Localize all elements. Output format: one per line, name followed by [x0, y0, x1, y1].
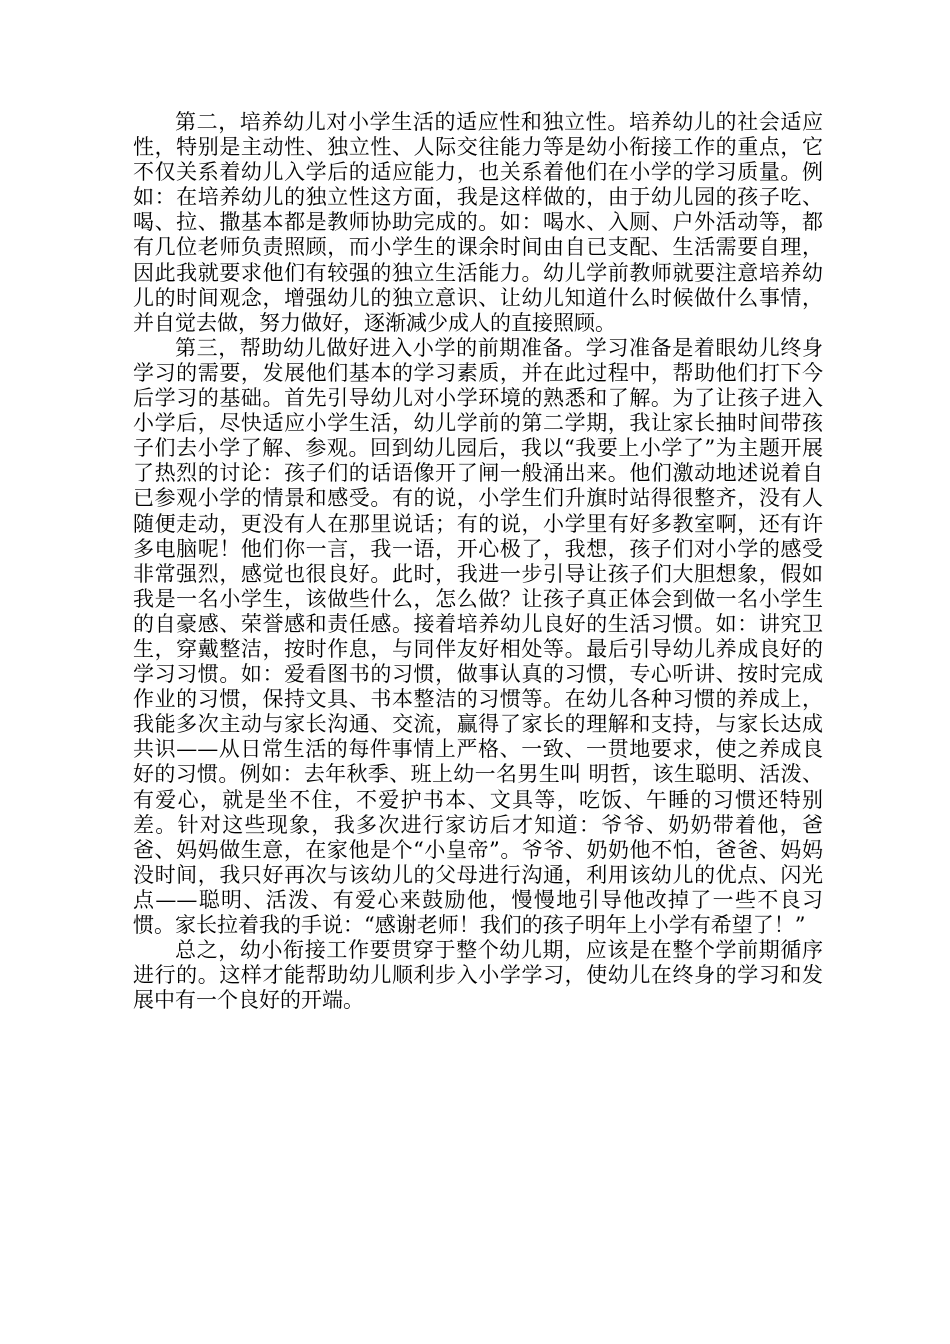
- document-body: [133, 110, 823, 1013]
- paragraph-third-point: 第三，帮助幼儿做好进入小学的前期准备。学习准备是着眼幼儿终身学习的需要，发展他们基本的学习素质，并在此过程中，帮助他们打下今后学习的基础。首先引导幼儿对小学环境的熟悉和了解。为了让孩子进入小学后，尽快适应小学生活，幼儿学前的第二学期，我让家长抽时间带孩子们去小学了解、参观。回到幼儿园后，我以“我要上小学了”为主题开展了热烈的讨论：孩子们的话语像开了闸一般涌出来。他们激动地述说着自已参观小学的情景和感受。有的说，小学生们升旗时站得很整齐，没有人随便走动，更没有人在那里说话；有的说，小学里有好多教室啊，还有许多电脑呢！他们你一言，我一语，开心极了，我想，孩子们对小学的感受非常强烈，感觉也很良好。此时，我进一步引导让孩子们大胆想象，假如我是一名小学生，该做些什么，怎么做？让孩子真正体会到做一名小学生的自豪感、荣誉感和责任感。接着培养幼儿良好的生活习惯。如：讲究卫生，穿戴整洁，按时作息，与同伴友好相处等。最后引导幼儿养成良好的学习习惯。如：爱看图书的习惯，做事认真的习惯，专心听讲、按时完成作业的习惯，保持文具、书本整洁的习惯等。在幼儿各种习惯的养成上，我能多次主动与家长沟通、交流，赢得了家长的理解和支持，与家长达成共识——从日常生活的每件事情上严格、一致、一贯地要求，使之养成良好的习惯。例如：去年秋季、班上幼一名男生叫 明哲，该生聪明、活泼、有爱心，就是坐不住，不爱护书本、文具等，吃饭、午睡的习惯还特别差。针对这些现象，我多次进行家访后才知道：爷爷、奶奶带着他，爸爸、妈妈做生意，在家他是个“小皇帝”。爷爷、奶奶他不怕，爸爸、妈妈没时间，我只好再次与该幼儿的父母进行沟通，利用该幼儿的优点、闪光点——聪明、活泼、有爱心来鼓励他，慢慢地引导他改掉了一些不良习惯。家长拉着我的手说：“感谢老师！我们的孩子明年上小学有希望了！”: [133, 335, 823, 937]
- paragraph-second-point: 第二，培养幼儿对小学生活的适应性和独立性。培养幼儿的社会适应性，特别是主动性、独立性、人际交往能力等是幼小衔接工作的重点，它不仅关系着幼儿入学后的适应能力，也关系着他们在小学的学习质量。例如：在培养幼儿的独立性这方面，我是这样做的，由于幼儿园的孩子吃、喝、拉、撒基本都是教师协助完成的。如：喝水、入厕、户外活动等，都有几位老师负责照顾，而小学生的课余时间由自已支配、生活需要自理，因此我就要求他们有较强的独立生活能力。幼儿学前教师就要注意培养幼儿的时间观念，增强幼儿的独立意识、让幼儿知道什么时候做什么事情，并自觉去做，努力做好，逐渐减少成人的直接照顾。: [133, 110, 823, 335]
- paragraph-conclusion: 总之，幼小衔接工作要贯穿于整个幼儿期，应该是在整个学前期循序进行的。这样才能帮助幼儿顺利步入小学学习，使幼儿在终身的学习和发展中有一个良好的开端。: [133, 938, 823, 1013]
